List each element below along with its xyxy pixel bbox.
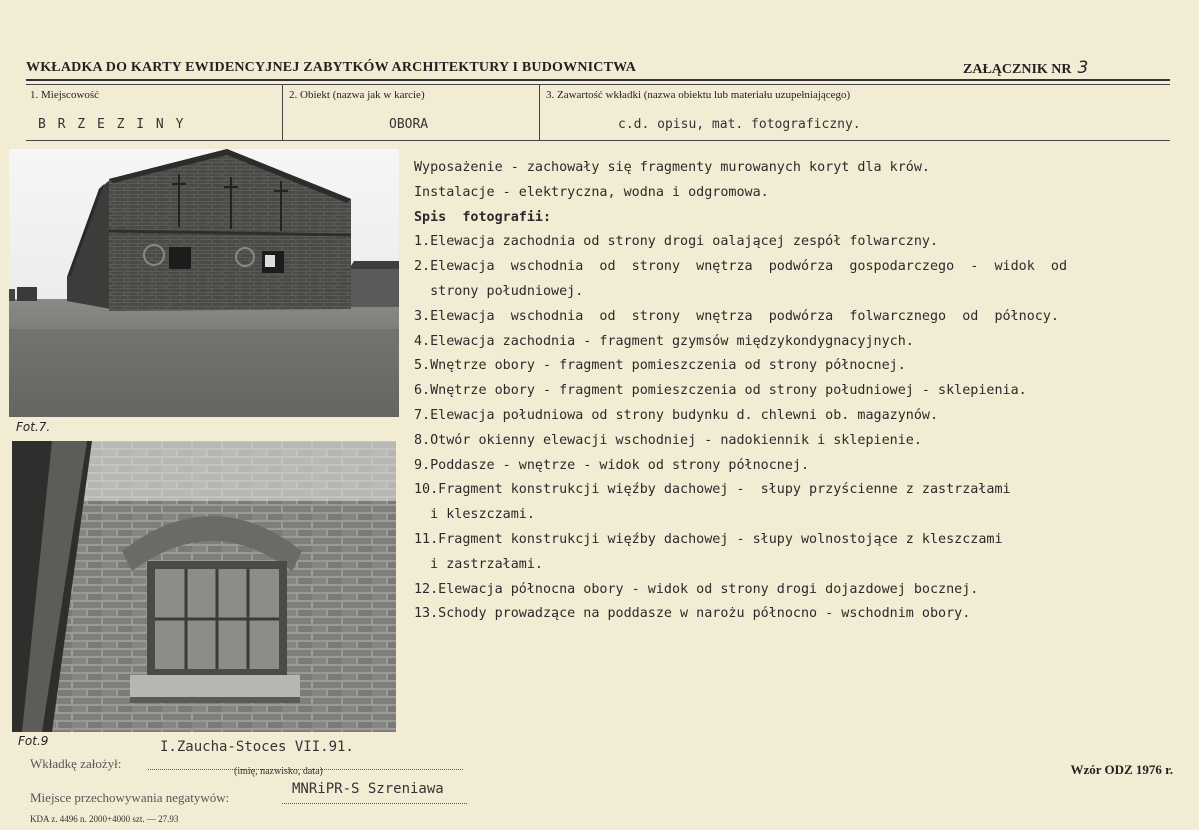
made-by-hint: (imię, nazwisko, data) (234, 766, 323, 777)
photo-list-item: 7.Elewacja południowa od strony budynku d. chlewni ob. magazynów. (414, 407, 939, 423)
form-title: WKŁADKA DO KARTY EWIDENCYJNEJ ZABYTKÓW ARCHITEKTURY I BUDOWNICTWA (26, 60, 637, 75)
storage-value: MNRiPR-S Szreniawa (292, 781, 444, 797)
barn-gable-photo (9, 149, 399, 417)
header-rule-second (26, 84, 1170, 85)
window-detail-drawing (12, 441, 396, 732)
contents-value: c.d. opisu, mat. fotograficzny. (618, 117, 861, 132)
locality-value: B R Z E Z I N Y (38, 117, 186, 132)
installations-line: Instalacje - elektryczna, wodna i odgromowa. (414, 184, 769, 200)
photo-list-item: 4.Elewacja zachodnia - fragment gzymsów międzykondygnacyjnych. (414, 333, 914, 349)
photo-list-item: 5.Wnętrze obory - fragment pomieszczenia od strony północnej. (414, 358, 906, 374)
header-rule-top (26, 79, 1170, 81)
attachment-label: ZAŁĄCZNIK NR (963, 62, 1072, 77)
description-body (414, 156, 1184, 627)
photo-list-item: i zastrzałami. (414, 556, 543, 572)
photo1-caption: Fot.7. (16, 420, 51, 434)
photo-list-item: strony południowej. (414, 283, 584, 299)
photo2-caption: Fot.9 (18, 734, 49, 748)
object-label: 2. Obiekt (nazwa jak w karcie) (289, 89, 425, 101)
photo-list-heading: Spis fotografii: (414, 209, 552, 225)
equipment-line: Wyposażenie - zachowały się fragmenty murowanych koryt dla krów. (414, 160, 930, 175)
photo-list-item: 1.Elewacja zachodnia od strony drogi oalającej zespół folwarczny. (414, 234, 939, 250)
field-divider-2 (539, 84, 540, 140)
photo-list-item: i kleszczami. (414, 507, 535, 523)
storage-line (282, 802, 467, 804)
photo-list-item: 13.Schody prowadzące na poddasze w narożu północno - wschodnim obory. (414, 606, 971, 622)
attachment-number (963, 58, 1088, 78)
barn-gable-drawing (9, 149, 399, 417)
photo-list-item: 11.Fragment konstrukcji więźby dachowej - słupy wolnostojące z kleszczami (414, 531, 1003, 547)
form-model: Wzór ODZ 1976 r. (1070, 762, 1173, 777)
photo-list-item: 8.Otwór okienny elewacji wschodniej - nadokiennik i sklepienie. (414, 432, 922, 448)
photo-list-item: 12.Elewacja północna obory - widok od strony drogi dojazdowej bocznej. (414, 581, 979, 597)
locality-label: 1. Miejscowość (30, 89, 100, 101)
print-info: KDA z. 4496 n. 2000+4000 szt. — 27.93 (30, 814, 179, 824)
storage-label: Miejsce przechowywania negatywów: (30, 790, 230, 805)
object-value: OBORA (389, 117, 429, 132)
window-detail-photo (12, 441, 396, 732)
photo-list-item: 10.Fragment konstrukcji więźby dachowej - słupy przyścienne z zastrzałami (414, 482, 1011, 498)
attachment-number-value: 3 (1077, 58, 1089, 78)
made-by-value: I.Zaucha-Stoces VII.91. (160, 739, 354, 755)
photo-list-item: 9.Poddasze - wnętrze - widok od strony północnej. (414, 457, 810, 473)
field-divider-1 (282, 84, 283, 140)
photo-list-item: 3.Elewacja wschodnia od strony wnętrza podwórza folwarcznego od północy. (414, 308, 1059, 324)
made-by-label: Wkładkę założył: (30, 756, 122, 771)
photo-list-item: 6.Wnętrze obory - fragment pomieszczenia od strony południowej - sklepienia. (414, 383, 1027, 399)
photo-list-item: 2.Elewacja wschodnia od strony wnętrza podwórza gospodarczego - widok od (414, 259, 1068, 275)
fields-rule-bottom (26, 140, 1170, 141)
contents-label: 3. Zawartość wkładki (nazwa obiektu lub materiału uzupełniającego) (546, 89, 851, 101)
